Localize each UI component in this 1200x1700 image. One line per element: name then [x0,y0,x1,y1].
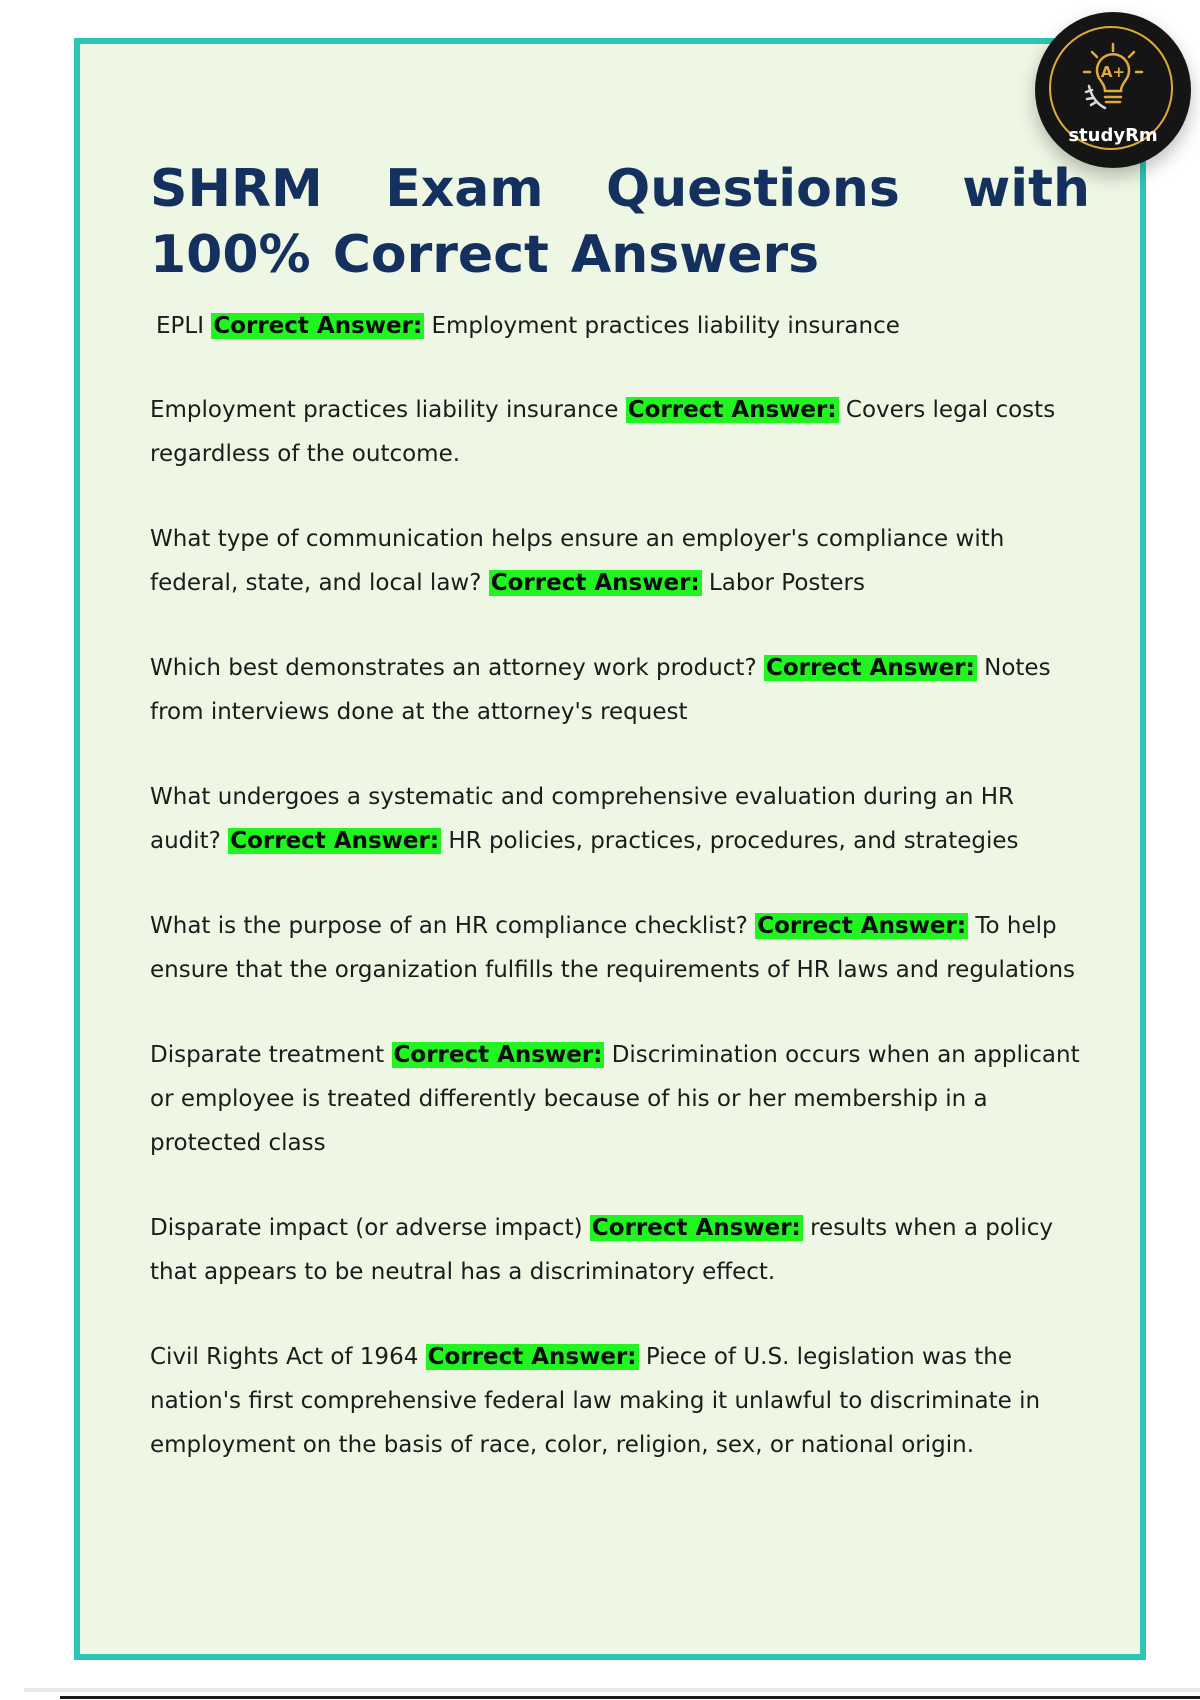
qa-list [150,304,1090,1508]
answer-text: HR policies, practices, procedures, and strategies [448,828,1019,854]
answer-text: Covers legal costs regardless of the outcome. [150,397,1056,467]
brand-name: studyRm [1068,125,1158,146]
correct-answer-label: Correct Answer: [757,913,967,939]
question-text: Civil Rights Act of 1964 [150,1344,419,1370]
qa-item [150,388,1090,476]
question-text: EPLI [156,313,204,339]
answer-text: Labor Posters [708,570,865,596]
correct-answer-label: Correct Answer: [213,313,423,339]
correct-answer-label: Correct Answer: [230,828,440,854]
studyrm-logo-badge [1035,12,1191,168]
answer-text: Piece of U.S. legislation was the nation's first comprehensive federal law making it unlawful to discriminate in employment on the basis of race, color, religion, sex, or national origin. [150,1344,1041,1458]
question-text: Which best demonstrates an attorney work product? [150,655,757,681]
page-bottom-divider [60,1696,1200,1699]
answer-text: Notes from interviews done at the attorney's request [150,655,1051,725]
correct-answer-label: Correct Answer: [427,1344,637,1370]
correct-answer-label: Correct Answer: [765,655,975,681]
correct-answer-label: Correct Answer: [393,1042,603,1068]
qa-item [150,646,1090,734]
grade-text: A+ [1100,63,1126,81]
document-page [74,38,1146,1660]
qa-item [150,1335,1090,1467]
question-text: Disparate treatment [150,1042,385,1068]
correct-answer-label: Correct Answer: [591,1215,801,1241]
lightbulb-grade-icon [1075,42,1151,122]
answer-text: Employment practices liability insurance [431,313,900,339]
qa-item [150,304,1090,348]
answer-text: Discrimination occurs when an applicant or employee is treated differently because of his or her membership in a protected class [150,1042,1080,1156]
qa-item [150,517,1090,605]
answer-text: results when a policy that appears to be neutral has a discriminatory effect. [150,1215,1053,1285]
qa-item [150,1206,1090,1294]
answer-text: To help ensure that the organization fulfills the requirements of HR laws and regulations [150,913,1076,983]
question-text: What type of communication helps ensure an employer's compliance with federal, state, and local law? [150,526,1005,596]
qa-item [150,775,1090,863]
correct-answer-label: Correct Answer: [627,397,837,423]
page-bottom-edge [24,1688,1200,1692]
qa-item [150,904,1090,992]
qa-item [150,1033,1090,1165]
question-text: Employment practices liability insurance [150,397,619,423]
question-text: What undergoes a systematic and comprehensive evaluation during an HR audit? [150,784,1015,854]
question-text: What is the purpose of an HR compliance checklist? [150,913,748,939]
correct-answer-label: Correct Answer: [490,570,700,596]
page-title: SHRM Exam Questions with 100% Correct Answers [150,159,1090,285]
question-text: Disparate impact (or adverse impact) [150,1215,583,1241]
